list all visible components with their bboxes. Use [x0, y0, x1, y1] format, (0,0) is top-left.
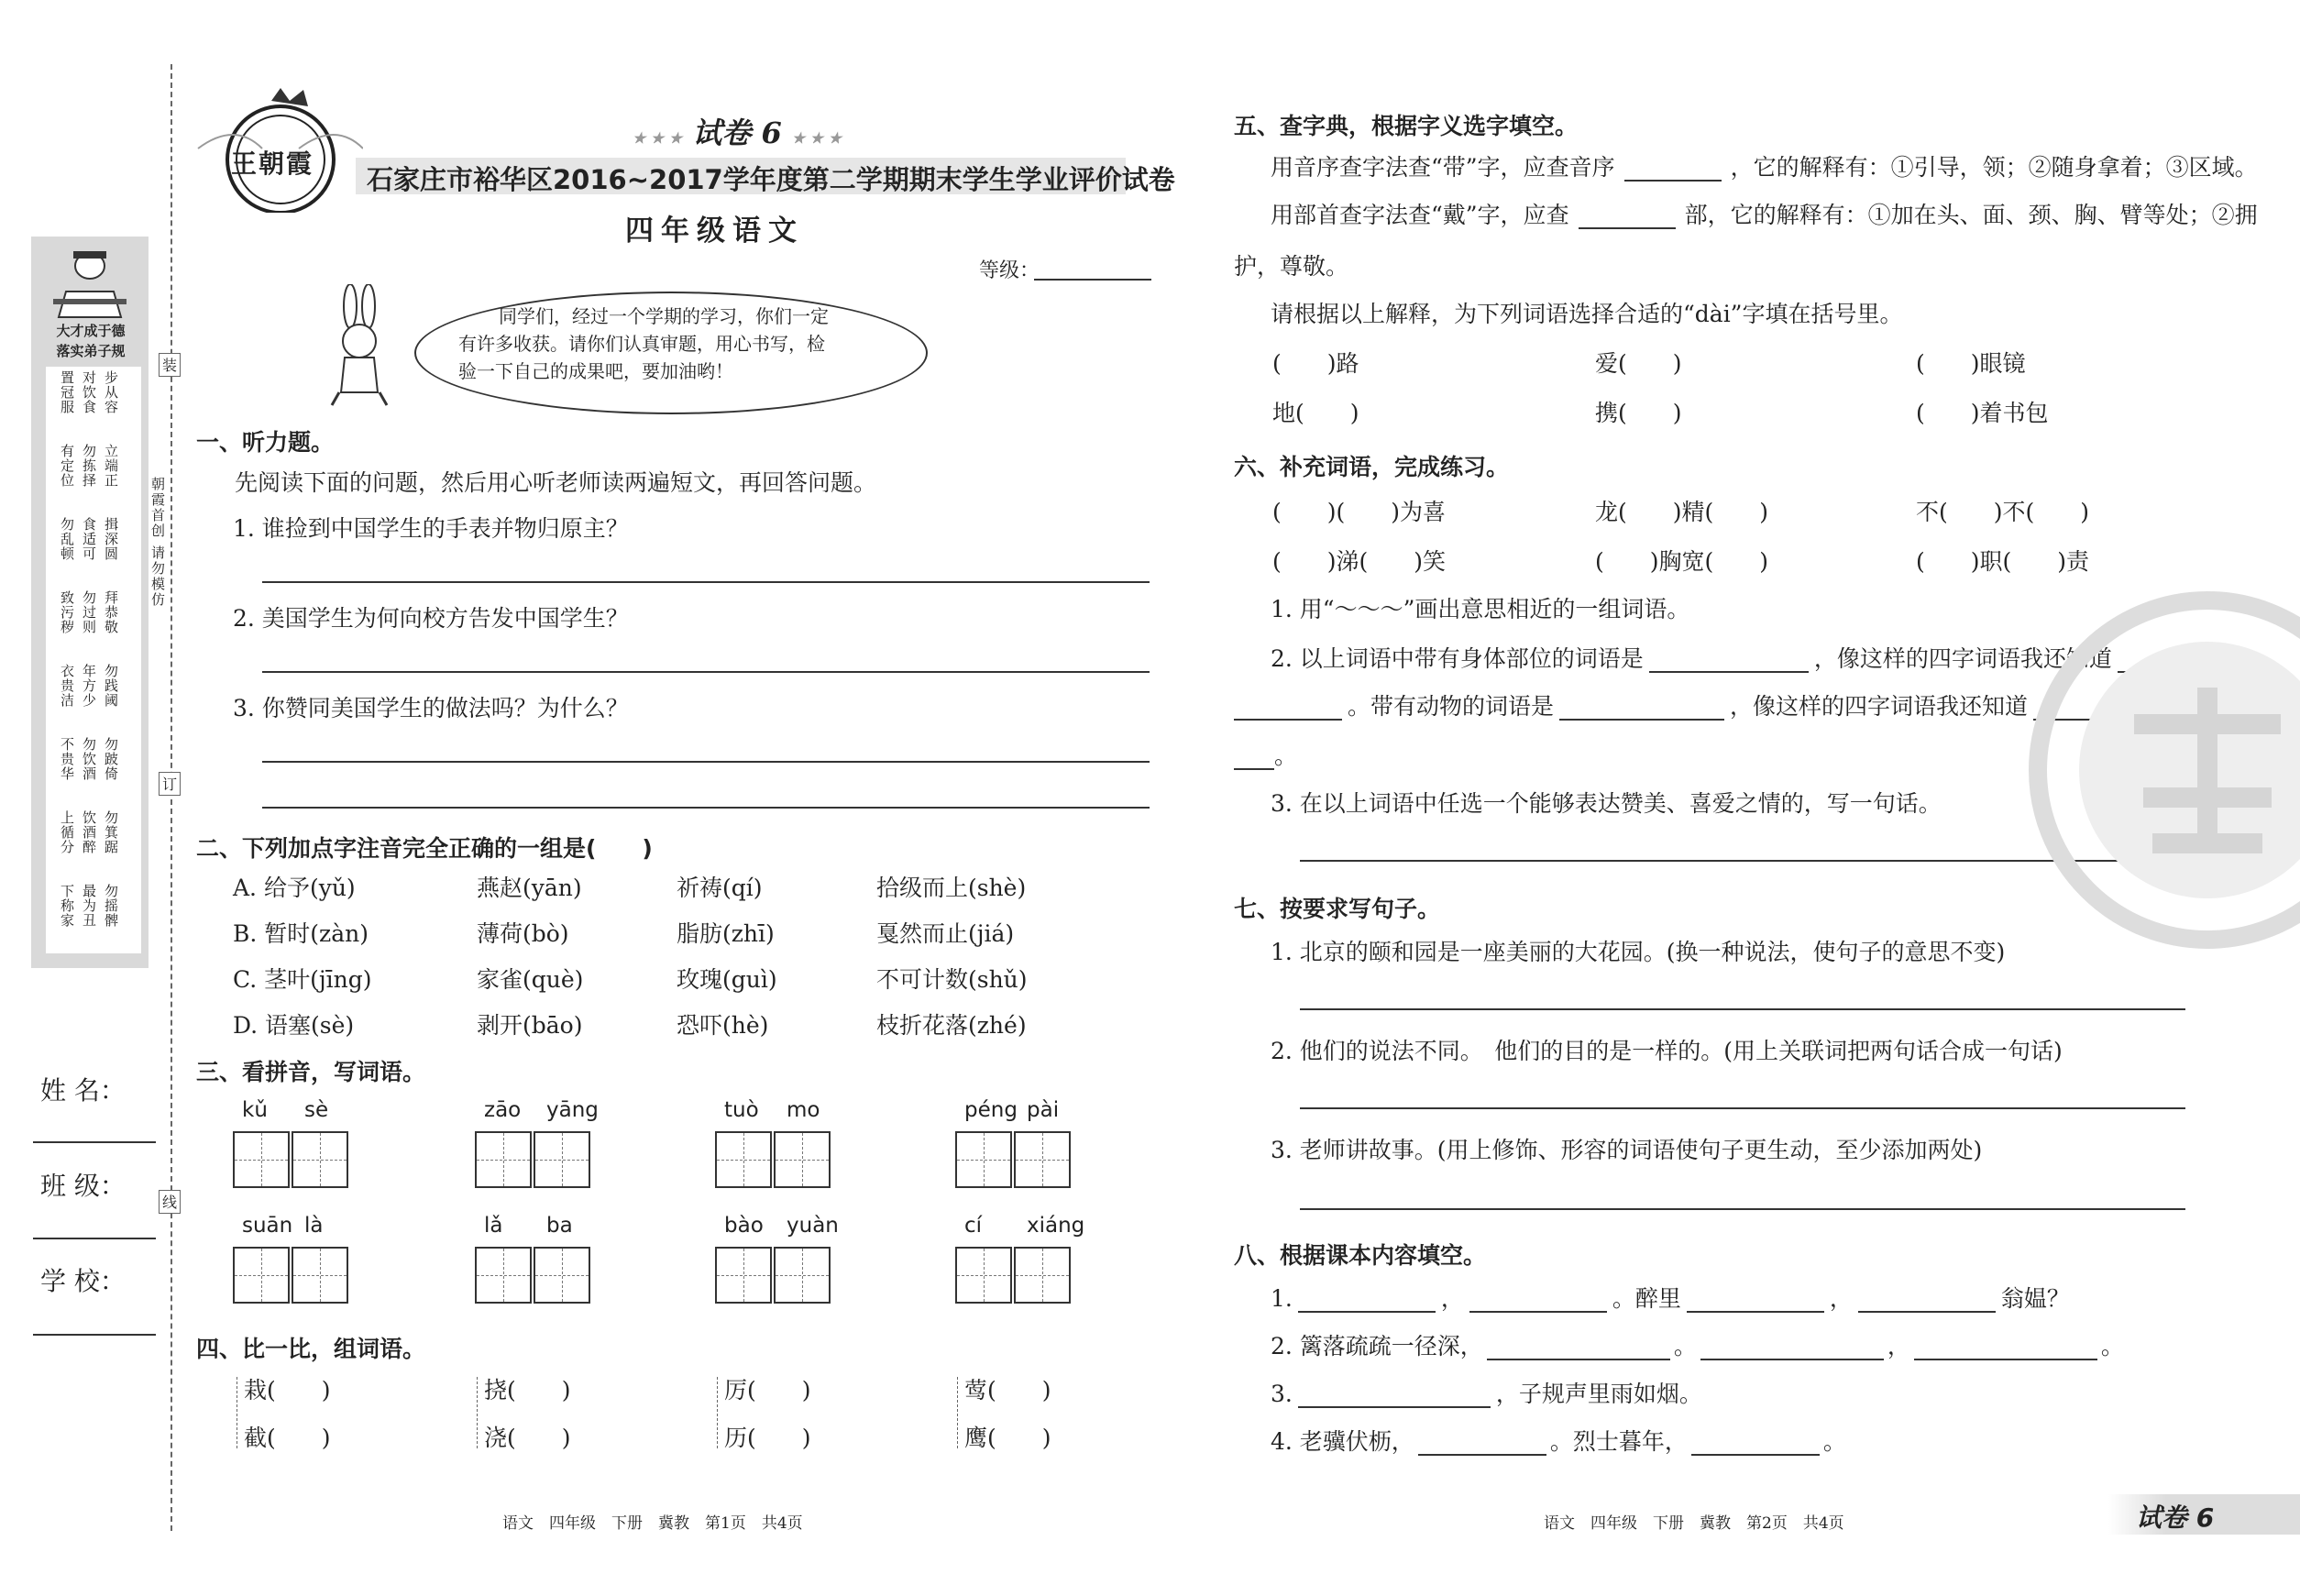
q8-blank-8[interactable]: [1298, 1384, 1491, 1408]
original-notice: 朝霞首创 请勿模仿: [149, 477, 166, 608]
binding-mark-1: 装: [159, 353, 181, 377]
sidebar-rule: 有定位: [59, 444, 75, 488]
pinyin-label: cí: [964, 1214, 983, 1238]
sidebar-rule: 饮酒醉: [81, 810, 97, 854]
q5-word[interactable]: ( )路: [1272, 350, 1359, 377]
compare-word[interactable]: 厉( ): [724, 1377, 811, 1403]
q8-blank-5[interactable]: [1487, 1337, 1670, 1360]
q6-word[interactable]: ( )职( )责: [1916, 548, 2090, 575]
compare-word[interactable]: 鹰( ): [964, 1425, 1051, 1451]
compare-bracket: [477, 1377, 478, 1448]
q2-option: 薄荷(bò): [477, 920, 569, 947]
character-box[interactable]: [1014, 1247, 1071, 1304]
q2-option: 燕赵(yān): [477, 875, 582, 901]
compare-word[interactable]: 挠( ): [484, 1377, 571, 1403]
q2-option: B. 暂时(zàn): [233, 920, 369, 947]
pinyin-label: zāo: [484, 1098, 522, 1122]
sidebar-class-field: [40, 1166, 126, 1203]
sidebar-rule: 勿拣择: [81, 444, 97, 488]
q1-answer-1[interactable]: [262, 581, 1150, 583]
q2-option: 玫瑰(guì): [677, 966, 777, 993]
q6-blank-1[interactable]: [1649, 649, 1809, 673]
secret-stamp-watermark: [2024, 587, 2300, 953]
q1-item-1: 1. 谁捡到中国学生的手表并物归原主？: [233, 515, 629, 542]
sidebar-rule: 致污秽: [59, 590, 75, 634]
pinyin-label: pài: [1027, 1098, 1060, 1122]
pinyin-label: sè: [304, 1098, 329, 1122]
name-label: 姓 名：: [40, 1075, 126, 1106]
character-box[interactable]: [292, 1247, 348, 1304]
left-footer: 语文 四年级 下册 冀教 第1页 共4页: [502, 1514, 803, 1533]
q8-line-2: 2. 篱落疏疏一径深， 。 ， 。: [1271, 1333, 2124, 1359]
q1-answer-2[interactable]: [262, 671, 1150, 673]
q1-title: 一、听力题。: [196, 429, 335, 456]
compare-word[interactable]: 历( ): [724, 1425, 811, 1451]
compare-bracket: [717, 1377, 718, 1448]
grade-input[interactable]: [1034, 279, 1151, 281]
character-box[interactable]: [715, 1247, 772, 1304]
q8-blank-7[interactable]: [1914, 1337, 2097, 1360]
sidebar-rule: 勿摇髀: [103, 884, 119, 928]
q7-item-2: 2. 他们的说法不同。 他们的目的是一样的。(用上关联词把两句话合成一句话): [1271, 1038, 2063, 1064]
q1-instruction: 先阅读下面的问题，然后用心听老师读两遍短文，再回答问题。: [235, 469, 877, 496]
sidebar-rule: 勿践阈: [103, 664, 119, 708]
q7-answer-1[interactable]: [1300, 1008, 2185, 1010]
character-box[interactable]: [534, 1247, 590, 1304]
sidebar-rule: 上循分: [59, 810, 75, 854]
q5-word[interactable]: ( )着书包: [1916, 400, 2049, 426]
q8-blank-3[interactable]: [1687, 1289, 1824, 1313]
binding-mark-2: 订: [159, 772, 181, 796]
pinyin-label: mo: [787, 1098, 820, 1122]
sidebar-rule: 年方少: [81, 664, 97, 708]
q2-option: A. 给予(yǔ): [233, 875, 356, 901]
sidebar-school-field: [40, 1261, 126, 1298]
q6-word[interactable]: ( )涕( )笑: [1272, 548, 1447, 575]
scholar-illustration: [48, 246, 132, 321]
q5-p2c: 护，尊敬。: [1234, 253, 1349, 280]
q2-option: 剥开(bāo): [477, 1012, 583, 1039]
school-line[interactable]: [33, 1334, 156, 1336]
q6-i2: 2. 以上词语中带有身体部位的词语是 ，像这样的四字词语我还知道: [1271, 645, 2193, 673]
q1-item-2: 2. 美国学生为何向校方告发中国学生？: [233, 605, 629, 632]
logo-text: 王朝霞: [231, 149, 314, 179]
sidebar-rule: 揖深圆: [103, 517, 119, 561]
compare-word[interactable]: 莺( ): [964, 1377, 1051, 1403]
q4-title: 四、比一比，组词语。: [196, 1336, 426, 1362]
q2-option: 家雀(què): [477, 966, 584, 993]
sidebar-rule: 最为丑: [81, 884, 97, 928]
q2-option: 拾级而上(shè): [876, 875, 1027, 901]
compare-bracket: [957, 1377, 958, 1448]
binding-dashed-line: [171, 64, 172, 1531]
name-line[interactable]: [33, 1141, 156, 1143]
character-box[interactable]: [475, 1247, 532, 1304]
q2-option: C. 茎叶(jīng): [233, 966, 372, 993]
q7-answer-2[interactable]: [1300, 1107, 2185, 1109]
q6-i2-cont: 。带有动物的词语是 ，像这样的四字词语我还知道: [1234, 693, 2222, 721]
sidebar-rule: 勿饮酒: [81, 737, 97, 781]
pinyin-label: là: [304, 1214, 324, 1238]
sidebar-rule: 勿过则: [81, 590, 97, 634]
q8-blank-4[interactable]: [1858, 1289, 1996, 1313]
q3-title: 三、看拼音，写词语。: [196, 1059, 426, 1085]
q1-item-3: 3. 你赞同美国学生的做法吗？为什么？: [233, 695, 629, 721]
character-box[interactable]: [292, 1131, 348, 1188]
q6-blank-3[interactable]: [1234, 697, 1342, 721]
q2-option: D. 语塞(sè): [233, 1012, 355, 1039]
right-footer: 语文 四年级 下册 冀教 第2页 共4页: [1544, 1514, 1844, 1533]
character-box[interactable]: [774, 1247, 831, 1304]
compare-word[interactable]: 浇( ): [484, 1425, 571, 1451]
sidebar-name-field: [40, 1071, 126, 1107]
pinyin-label: kǔ: [242, 1098, 268, 1122]
pinyin-label: tuò: [724, 1098, 759, 1122]
character-box[interactable]: [774, 1131, 831, 1188]
q1-answer-3a[interactable]: [262, 761, 1150, 763]
pinyin-label: lǎ: [484, 1214, 503, 1238]
q5-word[interactable]: 携( ): [1595, 400, 1682, 426]
pinyin-label: xiáng: [1027, 1214, 1085, 1238]
class-line[interactable]: [33, 1238, 156, 1239]
q5-p2: 用部首查字法查“戴”字，应查 部，它的解释有：①加在头、面、颈、胸、臂等处；②拥: [1271, 202, 2258, 228]
q5-word[interactable]: 爱( ): [1595, 350, 1682, 377]
character-box[interactable]: [233, 1247, 290, 1304]
q8-line-3: 3. ，子规声里雨如烟。: [1271, 1381, 1702, 1407]
rabbit-illustration: [312, 284, 403, 413]
exam-title: 石家庄市裕华区2016~2017学年度第二学期期末学生学业评价试卷: [367, 164, 1175, 195]
pinyin-label: yāng: [546, 1098, 599, 1122]
q8-line-4: 4. 老骥伏枥， 。烈士暮年， 。: [1271, 1428, 1846, 1455]
q6-word[interactable]: ( )胸宽( ): [1595, 548, 1769, 575]
sidebar-motto: 大才成于德 落实弟子规: [56, 323, 126, 359]
q8-blank-2[interactable]: [1469, 1289, 1607, 1313]
pinyin-label: péng: [964, 1098, 1018, 1122]
q2-option: 枝折花落(zhé): [876, 1012, 1027, 1039]
sidebar-rule: 食适可: [81, 517, 97, 561]
q8-title: 八、根据课本内容填空。: [1234, 1242, 1487, 1269]
right-badge: 试卷 6: [2136, 1502, 2215, 1533]
q6-i3: 3. 在以上词语中任选一个能够表达赞美、喜爱之情的，写一句话。: [1271, 790, 1942, 817]
school-label: 学 校：: [40, 1266, 126, 1296]
q6-word[interactable]: 不( )不( ): [1916, 499, 2090, 525]
q6-blank-6[interactable]: [1234, 746, 1274, 770]
q2-option: 不可计数(shǔ): [876, 966, 1028, 993]
subject-title: 四年级语文: [625, 215, 804, 248]
q8-blank-10[interactable]: [1691, 1432, 1820, 1456]
q5-title: 五、查字典，根据字义选字填空。: [1234, 113, 1579, 139]
grade-label: 等级：: [979, 259, 1040, 282]
character-box[interactable]: [955, 1131, 1012, 1188]
q8-line-1: 1. ， 。醉里 ， 翁媪？: [1271, 1285, 2070, 1312]
sidebar-rule: 勿箕踞: [103, 810, 119, 854]
sidebar-rule: 步从容: [103, 370, 119, 414]
q6-word[interactable]: 龙( )精( ): [1595, 499, 1769, 525]
character-box[interactable]: [475, 1131, 532, 1188]
class-label: 班 级：: [40, 1171, 126, 1201]
q2-option: 戛然而止(jiá): [876, 920, 1015, 947]
q8-blank-9[interactable]: [1418, 1432, 1546, 1456]
q8-blank-1[interactable]: [1298, 1289, 1436, 1313]
sidebar-rule: 置冠服: [59, 370, 75, 414]
q5-blank-1[interactable]: [1624, 158, 1722, 182]
pinyin-label: bào: [724, 1214, 764, 1238]
q1-answer-3b[interactable]: [262, 807, 1150, 809]
q6-word[interactable]: ( )( )为喜: [1272, 499, 1447, 525]
sidebar-rule: 拜恭敬: [103, 590, 119, 634]
sidebar-rule: 下称家: [59, 884, 75, 928]
q2-option: 脂肪(zhī): [677, 920, 775, 947]
character-box[interactable]: [233, 1131, 290, 1188]
sidebar-rule: 立端正: [103, 444, 119, 488]
q5-blank-2[interactable]: [1579, 205, 1676, 229]
compare-word[interactable]: 截( ): [244, 1425, 331, 1451]
q7-title: 七、按要求写句子。: [1234, 896, 1441, 922]
pinyin-label: suān: [242, 1214, 293, 1238]
sidebar-rule: 不贵华: [59, 737, 75, 781]
sidebar-rule: 对饮食: [81, 370, 97, 414]
q2-option: 祈祷(qí): [677, 875, 763, 901]
q5-word[interactable]: 地( ): [1272, 400, 1359, 426]
q6-i2-end: 。: [1234, 743, 1297, 770]
paper-badge-text: 试卷 6: [692, 116, 782, 150]
q2-option: 恐吓(hè): [677, 1012, 769, 1039]
q7-item-1: 1. 北京的颐和园是一座美丽的大花园。(换一种说法，使句子的意思不变): [1271, 939, 2006, 965]
binding-mark-3: 线: [159, 1190, 181, 1214]
character-box[interactable]: [955, 1247, 1012, 1304]
q2-title: 二、下列加点字注音完全正确的一组是( ): [196, 835, 653, 862]
character-box[interactable]: [715, 1131, 772, 1188]
character-box[interactable]: [1014, 1131, 1071, 1188]
sidebar-rule: 勿乱顿: [59, 517, 75, 561]
character-box[interactable]: [534, 1131, 590, 1188]
pinyin-label: yuàn: [787, 1214, 839, 1238]
sidebar-rule: 衣贵洁: [59, 664, 75, 708]
q6-blank-4[interactable]: [1559, 697, 1724, 721]
pinyin-label: ba: [546, 1214, 573, 1238]
intro-text: 同学们，经过一个学期的学习，你们一定 有许多收获。请你们认真审题，用心书写，检 验一下自己的成果吧，要加油哟！: [458, 305, 829, 382]
q5-p1: 用音序查字法查“带”字，应查音序 ，它的解释有：①引导，领；②随身拿着；③区域。: [1271, 154, 2258, 181]
q6-title: 六、补充词语，完成练习。: [1234, 454, 1510, 480]
q7-item-3: 3. 老师讲故事。(用上修饰、形容的词语使句子更生动，至少添加两处): [1271, 1137, 1983, 1163]
compare-word[interactable]: 栽( ): [244, 1377, 331, 1403]
q5-p3: 请根据以上解释，为下列词语选择合适的“dài”字填在括号里。: [1271, 301, 1903, 327]
q6-i1: 1. 用“～～～”画出意思相近的一组词语。: [1271, 596, 1690, 622]
q5-word[interactable]: ( )眼镜: [1916, 350, 2026, 377]
paper-badge: ★ ★ ★ 试卷 6 ★ ★ ★: [633, 116, 842, 150]
q8-blank-6[interactable]: [1700, 1337, 1884, 1360]
sidebar-rule: 勿跛倚: [103, 737, 119, 781]
q7-answer-3[interactable]: [1300, 1208, 2185, 1210]
